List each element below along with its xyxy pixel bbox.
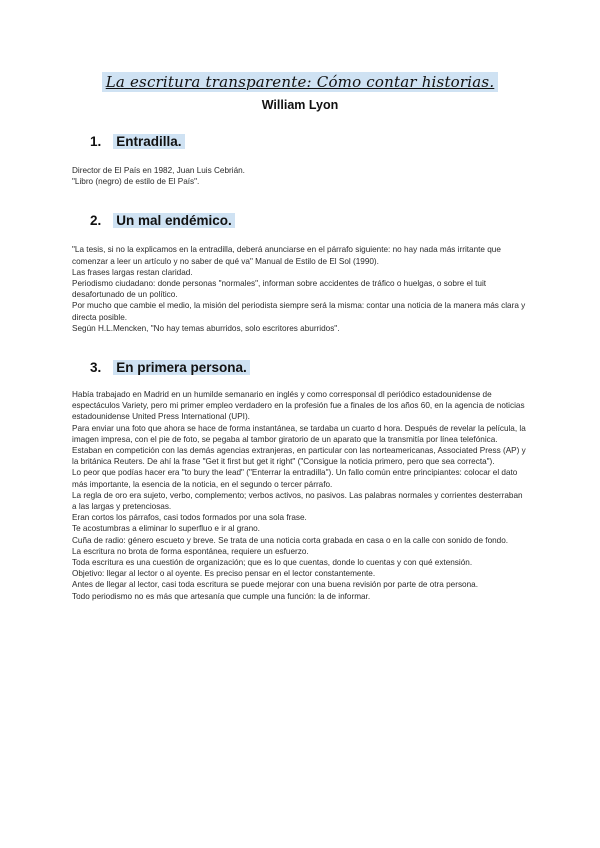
- section-body-2: [72, 244, 528, 334]
- paragraph: Por mucho que cambie el medio, la misión del periodista siempre será la misma: contar una noticia de la manera más clara y directa posible.: [72, 301, 526, 322]
- section-heading-3: [90, 360, 528, 375]
- paragraph: Cuña de radio: género escueto y breve. Se trata de una noticia corta grabada en casa o en la calle con sonido de fondo.: [72, 535, 509, 545]
- section-heading-1: [90, 134, 528, 149]
- paragraph: Para enviar una foto que ahora se hace de forma instantánea, se tardaba un cuarto d hora. Después de revelar la película, la imagen impresa, con el pie de foto, se pegaba al tambor giratorio de un aparato que la transmitía por línea telefónica.: [72, 423, 526, 444]
- section-title: Un mal endémico.: [113, 213, 235, 228]
- section-title: Entradilla.: [113, 134, 184, 149]
- paragraph: Eran cortos los párrafos, casi todos formados por una sola frase.: [72, 513, 307, 523]
- paragraph: Todo periodismo no es más que artesanía que cumple una función: la de informar.: [72, 591, 371, 601]
- title-block: [72, 0, 528, 92]
- section-number: 3.: [90, 360, 102, 376]
- paragraph: Estaban en competición con las demás agencias extranjeras, en particular con las norteamericanas, Associated Press (AP) y la británica Reuters. De ahí la frase "Get it first but get it right" ("Consigue la noticia primero, pero que sea correcta").: [72, 446, 526, 467]
- paragraph: "La tesis, si no la explicamos en la entradilla, deberá anunciarse en el párrafo siguiente: no hay nada más irritante que comenzar a leer un artículo y no saber de qué va" Manual de Estilo de El Sol (1990).: [72, 245, 501, 266]
- paragraph: "Libro (negro) de estilo de El País".: [72, 177, 200, 187]
- author-name: William Lyon: [261, 98, 339, 112]
- paragraph: Toda escritura es una cuestión de organización; que es lo que cuentas, donde lo cuentas y con qué extensión.: [72, 558, 473, 568]
- section-title: En primera persona.: [113, 360, 250, 375]
- section-body-3: [72, 389, 528, 602]
- paragraph: Había trabajado en Madrid en un humilde semanario en inglés y como corresponsal dl periódico estadounidense de espectáculos Variety, pero mi primer empleo verdadero en la profesión fue a finales de los años 60, en la agencia de noticias estadounidense United Press International (UPI).: [72, 390, 525, 422]
- paragraph: Director de El País en 1982, Juan Luis Cebrián.: [72, 166, 245, 175]
- paragraph: Según H.L.Mencken, "No hay temas aburridos, solo escritores aburridos".: [72, 323, 340, 333]
- paragraph: Lo peor que podías hacer era "to bury the lead" ("Enterrar la entradilla"). Un fallo común entre principiantes: colocar el dato más importante, la esencia de la noticia, en el segundo o tercer párrafo.: [72, 468, 518, 489]
- section-heading-2: [90, 213, 528, 228]
- paragraph: La escritura no brota de forma espontánea, requiere un esfuerzo.: [72, 546, 309, 556]
- paragraph: Antes de llegar al lector, casi toda escritura se puede mejorar con una buena revisión por parte de otra persona.: [72, 580, 478, 590]
- paragraph: Periodismo ciudadano: donde personas "normales", informan sobre accidentes de tráfico o huelgas, o sobre el tuit desafortunado de un político.: [72, 279, 487, 300]
- section-body-1: [72, 165, 528, 187]
- document-title: La escritura transparente: Cómo contar historias.: [102, 72, 499, 92]
- section-number: 2.: [90, 213, 102, 229]
- paragraph: Te acostumbras a eliminar lo superfluo e ir al grano.: [72, 524, 260, 534]
- paragraph: Las frases largas restan claridad.: [72, 267, 193, 277]
- section-number: 1.: [90, 134, 102, 149]
- paragraph: Objetivo: llegar al lector o al oyente. Es preciso pensar en el lector constantemente.: [72, 569, 376, 579]
- paragraph: La regla de oro era sujeto, verbo, complemento; verbos activos, no pasivos. Las palabras normales y corrientes desterraban a las largas y pretenciosas.: [72, 490, 523, 512]
